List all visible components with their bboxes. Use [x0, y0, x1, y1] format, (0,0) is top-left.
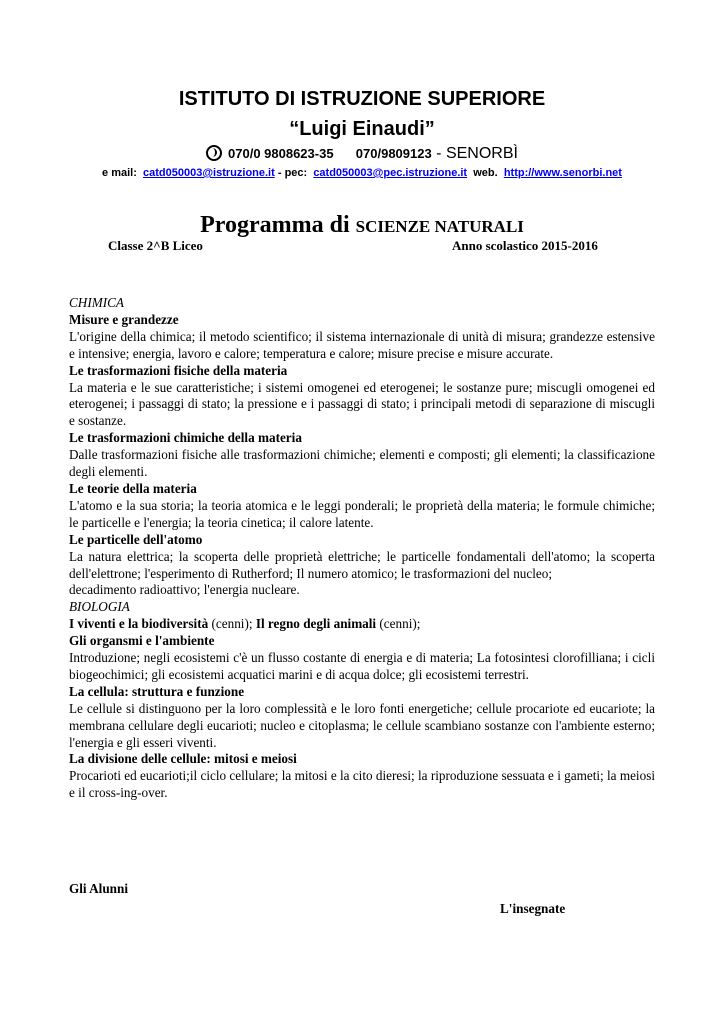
school-name: “Luigi Einaudi” [289, 118, 435, 140]
topic-heading: La cellula: struttura e funzione [69, 683, 245, 699]
section-biologia: BIOLOGIA [69, 599, 130, 615]
topic-heading: Le teorie della materia [69, 480, 197, 496]
title-prefix: Programma di [200, 212, 350, 238]
topic-heading: La divisione delle cellule: mitosi e meiosi [69, 751, 297, 767]
topic-heading: Misure e grandezze [69, 311, 179, 327]
phone-line [0, 143, 724, 165]
school-type: ISTITUTO DI ISTRUZIONE SUPERIORE [178, 88, 546, 110]
topic-note: (cenni); [376, 616, 421, 632]
topic-text: decadimento radioattivo; l'energia nucleare. [69, 582, 300, 598]
topic-text: La natura elettrica; la scoperta delle proprietà elettriche; le particelle fondamentali dell'atomo; la scoperta dell'elettrone; l'esperimento di Rutherford; Il numero atomico; le trasformazioni del nucleo; [69, 548, 655, 581]
email-label: e mail: [102, 167, 137, 179]
topic-heading: Gli organsmi e l'ambiente [69, 633, 215, 649]
class-label: Classe 2^B Liceo [108, 238, 203, 253]
topic-text: L'origine della chimica; il metodo scientifico; il sistema internazionale di unità di misura; grandezze estensive e intensive; energia, lavoro e calore; temperatura e calore; misure precise e misure accurate. [69, 328, 655, 361]
topic-heading: Le trasformazioni fisiche della materia [69, 362, 288, 378]
topic-line [69, 616, 655, 633]
email-link[interactable]: catd050003@istruzione.it [143, 167, 275, 179]
topic-heading: Le particelle dell'atomo [69, 531, 203, 547]
topic-text: Procarioti ed eucarioti;il ciclo cellulare; la mitosi e la cito dieresi; la riproduzione sessuata e i gameti; la meiosi e il cross-ing-over. [69, 768, 655, 801]
topic-text: La materia e le sue caratteristiche; i sistemi omogenei ed eterogenei; le sostanze pure; miscugli omogenei ed eterogenei; i passaggi di stato; la pressione e i passaggi di stato; i principali metodi di separazione di miscugli e sostanze. [69, 379, 655, 429]
phone-icon [206, 145, 222, 161]
pec-label: - pec: [277, 167, 308, 179]
topic-text: Dalle trasformazioni fisiche alle trasformazioni chimiche; elementi e composti; gli elementi; la classificazione degli elementi. [69, 447, 655, 480]
phone-number-2: 070/9809123 [355, 146, 432, 161]
topic-text: Le cellule si distinguono per la loro complessità e le loro fonti energetiche; cellule procariote ed eucariote; la membrana cellulare degli eucarioti; nucleo e citoplasma; le cellule scambiano sostanze con l'ambiente esterno; l'energia e gli esseri viventi. [69, 700, 655, 750]
school-year: Anno scolastico 2015-2016 [452, 238, 598, 253]
phone-number-1: 070/0 9808623-35 [228, 146, 334, 161]
city: - SENORBÌ [436, 145, 518, 162]
topic-text: L'atomo e la sua storia; la teoria atomica e le leggi ponderali; le proprietà della materia; le formule chimiche; le particelle e l'energia; la teoria cinetica; il calore latente. [69, 497, 655, 530]
web-label: web. [473, 167, 498, 179]
title-subject: SCIENZE NATURALI [355, 217, 524, 236]
web-link[interactable]: http://www.senorbi.net [503, 167, 622, 179]
topic-text: Introduzione; negli ecosistemi c'è un flusso costante di energia e di materia; La fotosintesi clorofilliana; i cicli biogeochimici; gli ecosistemi acquatici marini e di acqua dolce; gli ecosistemi terrestri. [69, 650, 655, 682]
teacher-signature-label: L'insegnate [500, 901, 566, 916]
section-chimica: CHIMICA [69, 295, 124, 310]
pec-link[interactable]: catd050003@pec.istruzione.it [313, 167, 468, 179]
topic-heading: Il regno degli animali [255, 616, 377, 632]
topic-note: (cenni); [208, 616, 256, 632]
topic-heading: I viventi e la biodiversità [69, 616, 209, 632]
students-signature-label: Gli Alunni [69, 881, 129, 896]
topic-heading: Le trasformazioni chimiche della materia [69, 430, 302, 446]
program-body [69, 295, 655, 802]
contacts-line [0, 166, 724, 180]
